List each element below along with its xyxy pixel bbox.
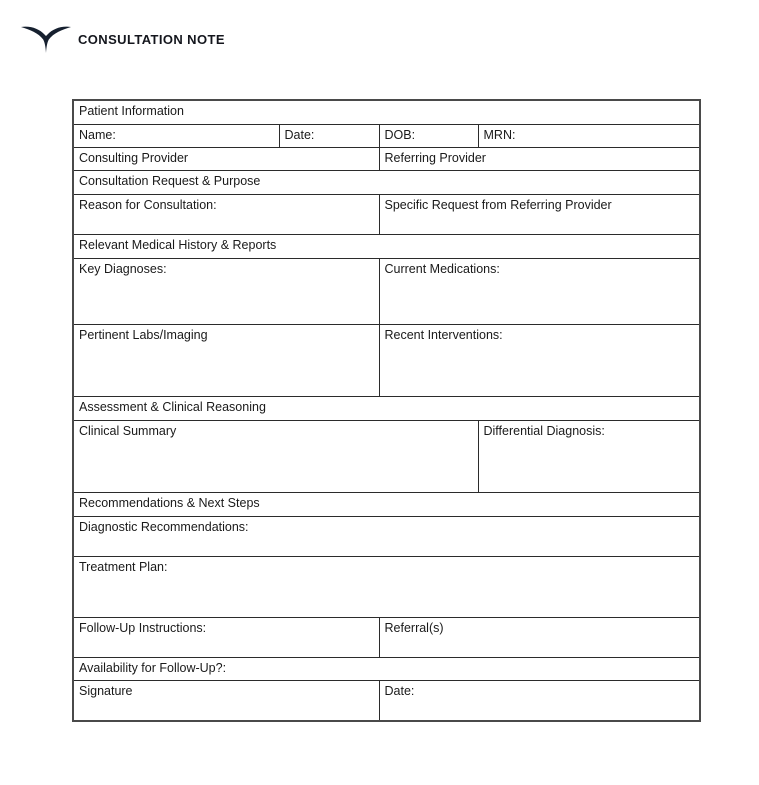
table-row — [73, 235, 700, 259]
field-specific-request[interactable]: Specific Request from Referring Provider — [379, 195, 700, 235]
table-row — [73, 493, 700, 517]
field-name[interactable]: Name: — [73, 125, 279, 148]
table-row[interactable] — [73, 658, 700, 681]
field-referrals[interactable]: Referral(s) — [379, 618, 700, 658]
field-follow-up-instructions[interactable]: Follow-Up Instructions: — [73, 618, 379, 658]
field-mrn[interactable]: MRN: — [478, 125, 700, 148]
field-dob[interactable]: DOB: — [379, 125, 478, 148]
field-diagnostic-recommendations[interactable]: Diagnostic Recommendations: — [73, 517, 700, 557]
consultation-note-form — [72, 99, 699, 722]
field-recent-interventions[interactable]: Recent Interventions: — [379, 325, 700, 397]
field-referring-provider[interactable]: Referring Provider — [379, 148, 700, 171]
form-table — [72, 99, 701, 722]
field-differential-diagnosis[interactable]: Differential Diagnosis: — [478, 421, 700, 493]
field-date[interactable]: Date: — [279, 125, 379, 148]
wing-logo-icon — [20, 22, 72, 56]
table-row[interactable] — [73, 681, 700, 722]
field-consulting-provider[interactable]: Consulting Provider — [73, 148, 379, 171]
section-header-relevant-medical-history: Relevant Medical History & Reports — [73, 235, 700, 259]
table-row[interactable] — [73, 259, 700, 325]
field-current-medications[interactable]: Current Medications: — [379, 259, 700, 325]
section-header-patient-information: Patient Information — [73, 100, 700, 125]
document-header — [0, 0, 759, 78]
section-header-assessment-clinical-reasoning: Assessment & Clinical Reasoning — [73, 397, 700, 421]
field-signature[interactable]: Signature — [73, 681, 379, 722]
field-clinical-summary[interactable]: Clinical Summary — [73, 421, 478, 493]
page-title: CONSULTATION NOTE — [78, 31, 225, 47]
field-treatment-plan[interactable]: Treatment Plan: — [73, 557, 700, 618]
table-row[interactable] — [73, 557, 700, 618]
section-header-consultation-request: Consultation Request & Purpose — [73, 171, 700, 195]
field-signature-date[interactable]: Date: — [379, 681, 700, 722]
table-row[interactable] — [73, 517, 700, 557]
table-row[interactable] — [73, 195, 700, 235]
table-row[interactable] — [73, 421, 700, 493]
table-row — [73, 397, 700, 421]
field-key-diagnoses[interactable]: Key Diagnoses: — [73, 259, 379, 325]
field-availability-for-follow-up[interactable]: Availability for Follow-Up?: — [73, 658, 700, 681]
field-reason-for-consultation[interactable]: Reason for Consultation: — [73, 195, 379, 235]
table-row[interactable] — [73, 618, 700, 658]
table-row[interactable] — [73, 148, 700, 171]
table-row — [73, 100, 700, 125]
table-row[interactable] — [73, 125, 700, 148]
table-row[interactable] — [73, 325, 700, 397]
table-row — [73, 171, 700, 195]
field-pertinent-labs-imaging[interactable]: Pertinent Labs/Imaging — [73, 325, 379, 397]
section-header-recommendations-next-steps: Recommendations & Next Steps — [73, 493, 700, 517]
